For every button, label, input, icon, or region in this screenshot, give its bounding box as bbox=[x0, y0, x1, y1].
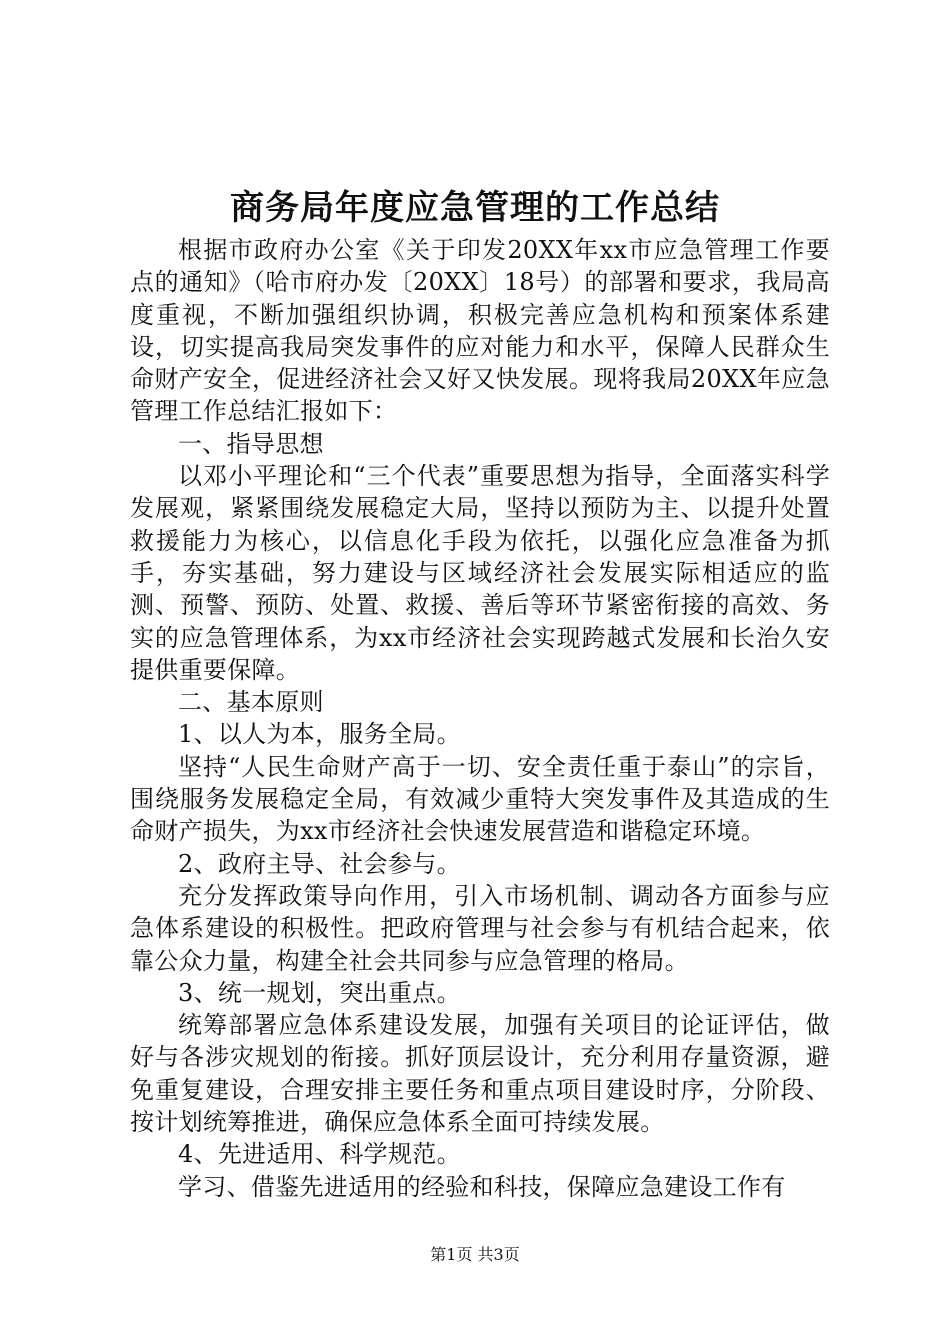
guiding-ideology-paragraph: 以邓小平理论和“三个代表”重要思想为指导，全面落实科学发展观，紧紧围绕发展稳定大局，坚持以预防为主、以提升处置救援能力为核心，以信息化手段为依托，以强化应急准备为抓手，夯实基础，努力建设与区域经济社会发展实际相适应的监测、预警、预防、处置、救援、善后等环节紧密衔接的高效、务实的应急管理体系，为xx市经济社会实现跨越式发展和长治久安提供重要保障。 bbox=[130, 462, 830, 684]
document-body bbox=[130, 234, 830, 1203]
document-title: 商务局年度应急管理的工作总结 bbox=[230, 188, 720, 228]
principle-2-paragraph: 充分发挥政策导向作用，引入市场机制、调动各方面参与应急体系建设的积极性。把政府管理与社会参与有机结合起来，依靠公众力量，构建全社会共同参与应急管理的格局。 bbox=[130, 881, 830, 975]
section-heading-guiding-ideology: 一、指导思想 bbox=[178, 429, 324, 458]
principle-4-heading: 4、先进适用、科学规范。 bbox=[178, 1140, 461, 1169]
page-footer: 第1页 共3页 bbox=[430, 1245, 520, 1264]
principle-4-paragraph: 学习、借鉴先进适用的经验和科技，保障应急建设工作有 bbox=[178, 1172, 786, 1201]
principle-1-paragraph: 坚持“人民生命财产高于一切、安全责任重于泰山”的宗旨，围绕服务发展稳定全局，有效减少重特大突发事件及其造成的生命财产损失，为xx市经济社会快速发展营造和谐稳定环境。 bbox=[130, 752, 830, 846]
principle-3-heading: 3、统一规划，突出重点。 bbox=[178, 978, 461, 1007]
principle-3-paragraph: 统筹部署应急体系建设发展，加强有关项目的论证评估，做好与各涉灾规划的衔接。抓好顶层设计，充分利用存量资源，避免重复建设，合理安排主要任务和重点项目建设时序，分阶段、按计划统筹推进，确保应急体系全面可持续发展。 bbox=[130, 1011, 830, 1137]
intro-paragraph: 根据市政府办公室《关于印发20XX年xx市应急管理工作要点的通知》（哈市府办发〔20XX〕18号）的部署和要求，我局高度重视，不断加强组织协调，积极完善应急机构和预案体系建设，切实提高我局突发事件的应对能力和水平，保障人民群众生命财产安全，促进经济社会又好又快发展。现将我局20XX年应急管理工作总结汇报如下： bbox=[130, 236, 830, 426]
principle-1-heading: 1、以人为本，服务全局。 bbox=[178, 720, 461, 749]
section-heading-basic-principles: 二、基本原则 bbox=[178, 688, 324, 717]
principle-2-heading: 2、政府主导、社会参与。 bbox=[178, 849, 461, 878]
